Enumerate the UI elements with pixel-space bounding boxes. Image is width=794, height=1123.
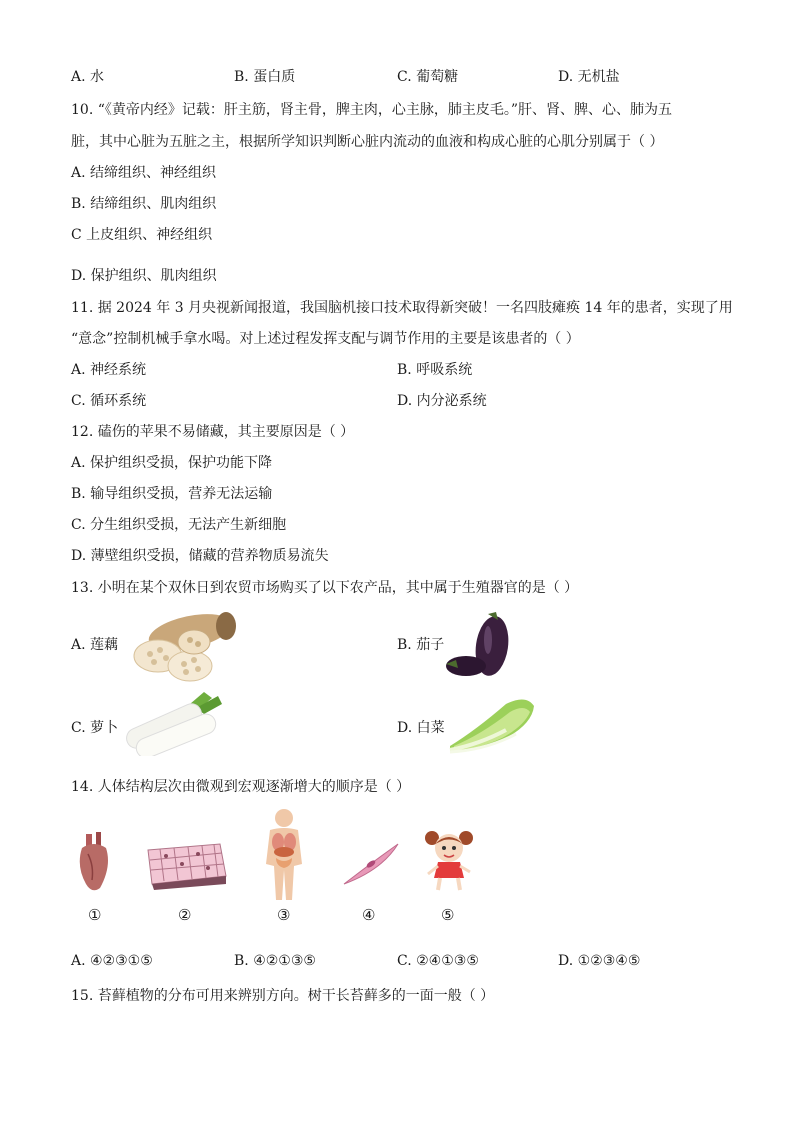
q14-option-a: A. ④②③①⑤ <box>71 953 153 969</box>
q14-option-b: B. ④②①③⑤ <box>234 953 316 969</box>
q10-option-b: B. 结缔组织、肌肉组织 <box>71 196 217 212</box>
q10-stem-line1: 10. “《黄帝内经》记载：肝主筋，肾主骨，脾主肉，心主脉，肺主皮毛。”肝、肾、脾、心、肺为五 <box>71 102 673 118</box>
q10-option-c: C 上皮组织、神经组织 <box>71 227 213 243</box>
q14-label-5: ⑤ <box>441 906 455 924</box>
q14-option-c: C. ②④①③⑤ <box>397 953 479 969</box>
tissue-image <box>142 840 228 890</box>
q14-label-2: ② <box>178 906 192 924</box>
q13-option-c: C. 萝卜 <box>71 720 119 736</box>
q9-option-d: D. 无机盐 <box>558 69 620 85</box>
cell-image <box>342 842 400 888</box>
q11-option-a: A. 神经系统 <box>71 362 147 378</box>
q11-option-c: C. 循环系统 <box>71 393 147 409</box>
q14-options <box>71 953 731 973</box>
q12-option-d: D. 薄壁组织受损，储藏的营养物质易流失 <box>71 548 329 564</box>
human-body-image <box>258 808 310 902</box>
q11-option-b: B. 呼吸系统 <box>397 362 473 378</box>
girl-image <box>424 828 474 892</box>
q14-label-1: ① <box>88 906 102 924</box>
lotus-root-image <box>130 608 238 684</box>
q14-stem: 14. 人体结构层次由微观到宏观逐渐增大的顺序是（ ） <box>71 779 411 795</box>
q14-label-3: ③ <box>277 906 291 924</box>
q15-stem: 15. 苔藓植物的分布可用来辨别方向。树干长苔藓多的一面一般（ ） <box>71 988 495 1004</box>
eggplant-image <box>444 610 516 682</box>
cabbage-image <box>446 694 538 756</box>
heart-organ-image <box>76 832 112 894</box>
q11-stem-line2: “意念”控制机械手拿水喝。对上述过程发挥支配与调节作用的主要是该患者的（ ） <box>71 331 580 347</box>
q12-option-c: C. 分生组织受损，无法产生新细胞 <box>71 517 287 533</box>
q9-options <box>71 66 731 86</box>
q14-option-d: D. ①②③④⑤ <box>558 953 641 969</box>
q9-option-a: A. 水 <box>71 69 105 85</box>
q11-option-d: D. 内分泌系统 <box>397 393 487 409</box>
q14-label-4: ④ <box>362 906 376 924</box>
q9-option-b: B. 蛋白质 <box>234 69 296 85</box>
q10-option-d: D. 保护组织、肌肉组织 <box>71 268 217 284</box>
q13-option-d: D. 白菜 <box>397 720 445 736</box>
q11-stem-line1: 11. 据 2024 年 3 月央视新闻报道，我国脑机接口技术取得新突破！一名四肢瘫痪 14 年的患者，实现了用 <box>71 300 733 316</box>
q13-stem: 13. 小明在某个双休日到农贸市场购买了以下农产品，其中属于生殖器官的是（ ） <box>71 580 579 596</box>
q12-stem: 12. 磕伤的苹果不易储藏，其主要原因是（ ） <box>71 424 355 440</box>
q13-option-b: B. 茄子 <box>397 637 445 653</box>
q10-option-a: A. 结缔组织、神经组织 <box>71 165 217 181</box>
q12-option-a: A. 保护组织受损，保护功能下降 <box>71 455 273 471</box>
q12-option-b: B. 输导组织受损，营养无法运输 <box>71 486 273 502</box>
radish-image <box>120 690 224 756</box>
q9-option-c: C. 葡萄糖 <box>397 69 459 85</box>
q13-option-a: A. 莲藕 <box>71 637 119 653</box>
q10-stem-line2: 脏，其中心脏为五脏之主，根据所学知识判断心脏内流动的血液和构成心脏的心肌分别属于（ ） <box>71 134 664 150</box>
